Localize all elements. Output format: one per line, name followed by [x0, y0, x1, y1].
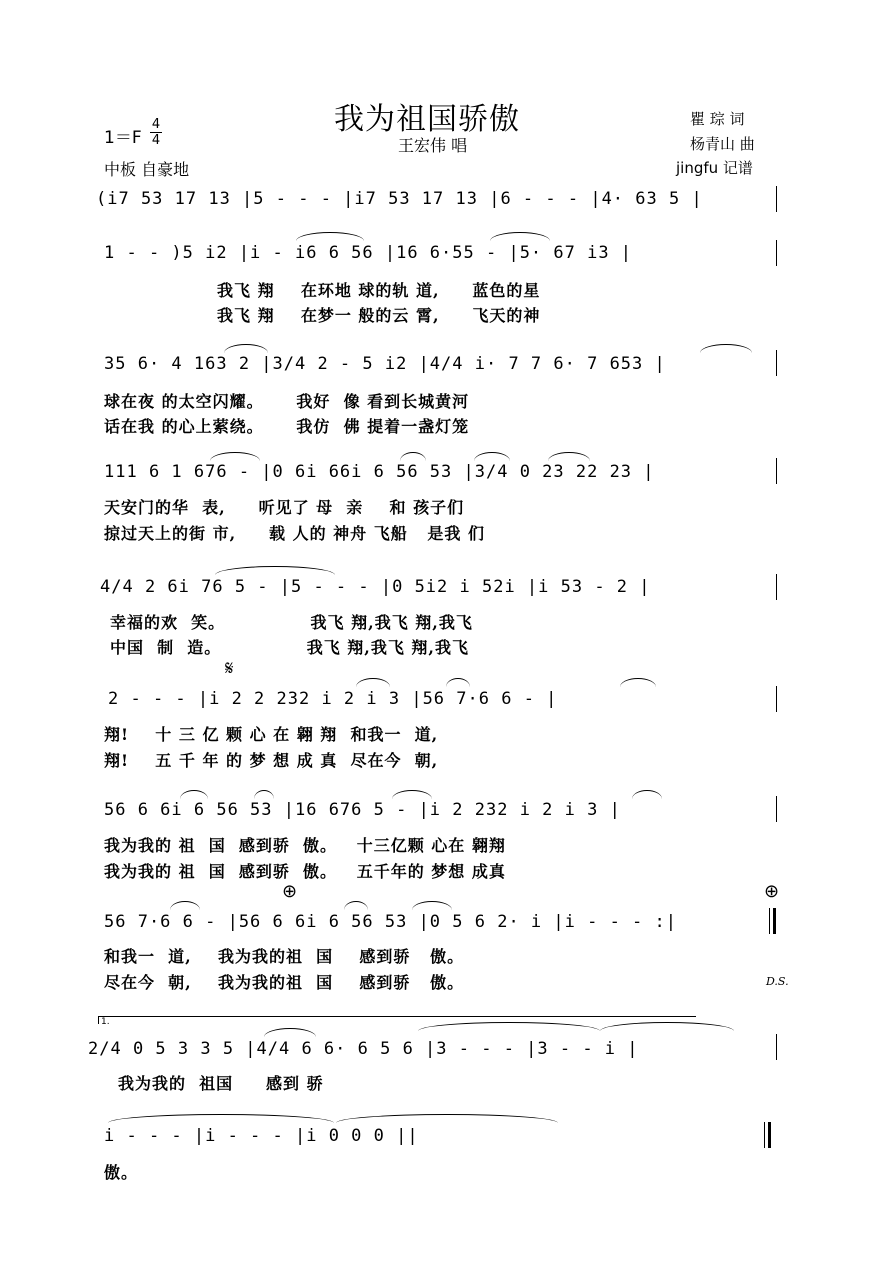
- slur: [336, 1114, 558, 1123]
- final-barline: [764, 1122, 765, 1148]
- song-title: 我为祖国骄傲: [334, 102, 520, 137]
- notation-row: 56 6 6i 6 56 53 |16 676 5 - |i 2 232 i 2 i 3 |: [104, 800, 621, 820]
- notation-row: 2 - - - |i 2 2 232 i 2 i 3 |56 7·6 6 - |: [108, 689, 558, 709]
- notation-row: 4/4 2 6i 76 5 - |5 - - - |0 5i2 i 52i |i 53 - 2 |: [100, 577, 651, 597]
- lyrics-verse-1: 傲。: [104, 1163, 139, 1182]
- slur: [356, 678, 390, 687]
- lyrics-verse-2: 尽在今 朝, 我为我的祖 国 感到骄 傲。: [104, 973, 465, 992]
- notation-row: i - - - |i - - - |i 0 0 0 ||: [104, 1126, 419, 1146]
- time-denominator: 4: [151, 133, 161, 148]
- notation-row: 111 6 1 676 - |0 6i 66i 6 56 53 |3/4 0 23 22 23 |: [104, 462, 655, 482]
- slur: [210, 452, 260, 461]
- notation-row: 35 6· 4 163 2 |3/4 2 - 5 i2 |4/4 i· 7 7 6· 7 653 |: [104, 354, 666, 374]
- slur: [224, 344, 268, 353]
- slur: [254, 790, 274, 799]
- barline: [776, 574, 777, 600]
- singer-credit: 王宏伟 唱: [398, 136, 468, 155]
- slur: [296, 232, 364, 241]
- slur: [620, 678, 656, 687]
- slur: [412, 901, 452, 910]
- slur: [490, 232, 550, 241]
- slur: [180, 790, 208, 799]
- composer-credit: 杨青山 曲: [690, 135, 755, 153]
- lyrics-verse-2: 我为我的 祖 国 感到骄 傲。 五千年的 梦想 成真: [104, 862, 506, 881]
- slur: [392, 790, 432, 799]
- lyrics-verse-1: 翔! 十 三 亿 颗 心 在 翱 翔 和我一 道,: [104, 725, 439, 744]
- lyrics-verse-1: 天安门的华 表, 听见了 母 亲 和 孩子们: [104, 498, 465, 517]
- lyrics-verse-1: 我为我的 祖国 感到 骄: [118, 1074, 324, 1093]
- barline: [776, 1034, 777, 1060]
- lyrics-verse-1: 我飞 翔 在环地 球的轨 道, 蓝色的星: [217, 281, 541, 300]
- barline: [776, 458, 777, 484]
- coda-icon: ⊕: [282, 881, 298, 902]
- volta-bracket: [98, 1016, 696, 1017]
- repeat-barline: [769, 908, 770, 934]
- lyrics-verse-2: 话在我 的心上萦绕。 我仿 佛 提着一盏灯笼: [104, 417, 470, 436]
- slur: [446, 678, 470, 687]
- slur: [215, 566, 335, 575]
- lyrics-verse-1: 幸福的欢 笑。 我飞 翔,我飞 翔,我飞: [110, 613, 473, 632]
- volta-number: 1.: [101, 1017, 110, 1027]
- lyrics-verse-2: 中国 制 造。 我飞 翔,我飞 翔,我飞: [110, 638, 469, 657]
- time-numerator: 4: [151, 117, 161, 132]
- key-signature: 1＝F: [104, 128, 142, 148]
- slur: [600, 1022, 734, 1031]
- transcriber-credit: jingfu 记谱: [676, 159, 753, 177]
- barline: [776, 240, 777, 266]
- barline: [776, 186, 777, 212]
- notation-row: (i7 53 17 13 |5 - - - |i7 53 17 13 |6 - - - |4· 63 5 |: [96, 189, 703, 209]
- slur: [700, 344, 752, 353]
- lyrics-verse-2: 翔! 五 千 年 的 梦 想 成 真 尽在今 朝,: [104, 751, 439, 770]
- tempo-marking: 中板 自豪地: [104, 160, 190, 179]
- coda-icon: ⊕: [764, 881, 780, 902]
- slur: [170, 901, 200, 910]
- slur: [344, 901, 368, 910]
- dal-segno-marking: D.S.: [766, 975, 789, 988]
- lyrics-verse-1: 我为我的 祖 国 感到骄 傲。 十三亿颗 心在 翱翔: [104, 836, 506, 855]
- slur: [400, 452, 426, 461]
- lyrics-verse-2: 我飞 翔 在梦一 般的云 霄, 飞天的神: [217, 306, 541, 325]
- barline: [776, 796, 777, 822]
- time-signature: [150, 118, 162, 147]
- notation-row: 2/4 0 5 3 3 5 |4/4 6 6· 6 5 6 |3 - - - |3 - - i |: [88, 1039, 639, 1059]
- barline: [776, 350, 777, 376]
- slur: [108, 1114, 334, 1123]
- lyrics-verse-1: 球在夜 的太空闪耀。 我好 像 看到长城黄河: [104, 392, 470, 411]
- lyricist-credit: 瞿 琮 词: [690, 110, 745, 128]
- barline: [776, 686, 777, 712]
- lyrics-verse-2: 掠过天上的街 市, 载 人的 神舟 飞船 是我 们: [104, 524, 485, 543]
- segno-icon: 𝄋: [225, 656, 234, 680]
- slur: [264, 1028, 316, 1037]
- slur: [548, 452, 590, 461]
- lyrics-verse-1: 和我一 道, 我为我的祖 国 感到骄 傲。: [104, 947, 465, 966]
- notation-row: 56 7·6 6 - |56 6 6i 6 56 53 |0 5 6 2· i |i - - - :|: [104, 912, 677, 932]
- slur: [632, 790, 662, 799]
- slur: [418, 1022, 600, 1031]
- notation-row: 1 - - )5 i2 |i - i6 6 56 |16 6·55 - |5· 67 i3 |: [104, 243, 633, 263]
- slur: [474, 452, 510, 461]
